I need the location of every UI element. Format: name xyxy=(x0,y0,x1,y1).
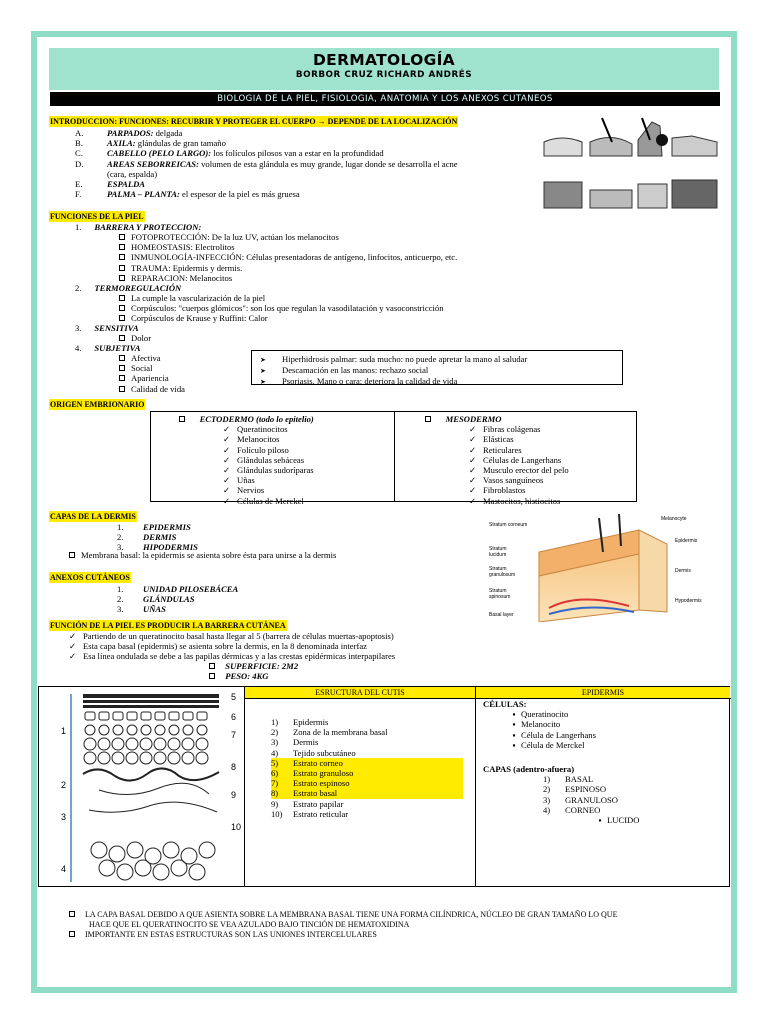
barrera-item xyxy=(119,273,457,283)
cutis-num-right-8: 8 xyxy=(231,762,237,772)
square-bullet-icon: ▪ xyxy=(512,729,516,740)
intro-item-key: AXILA: xyxy=(107,138,136,149)
intro-item xyxy=(75,159,458,169)
anexo-item xyxy=(117,584,238,594)
check-icon: ✓ xyxy=(223,434,231,445)
termo-item-text: La cumple la vascularización de la piel xyxy=(131,293,266,303)
intro-item-letter: D. xyxy=(75,158,84,169)
subjetiva-item xyxy=(119,353,185,363)
celula-item-text: Célula de Langerhans xyxy=(521,729,596,740)
subjetiva-notes-box xyxy=(251,350,623,385)
capas-list xyxy=(117,522,198,553)
skin-layers-diagram xyxy=(489,512,721,622)
barrera-item-text: TRAUMA: Epidermis y dermis. xyxy=(131,262,243,273)
square-bullet-icon: ▪ xyxy=(512,709,516,720)
estructura-item xyxy=(271,737,463,747)
ectodermo-item xyxy=(223,434,314,444)
estructura-item-label: Estrato basal xyxy=(293,788,338,799)
anexo-item-number: 1. xyxy=(117,584,124,594)
origen-table xyxy=(150,411,637,506)
epidermis-cells: CÉLULAS: ▪ Queratinocito ▪ Melanocito ▪ Célula de Langerhans ▪ Célula de Merckel CAPAS (adentro-afuera) 1) BASAL 2) ESPINOSO 3) GRANULOSO 4) CORNEO ▪ LUCIDO xyxy=(483,699,640,826)
epidermis-title: EPIDERMIS xyxy=(476,687,730,698)
mesodermo-item xyxy=(469,475,569,485)
footer-notes xyxy=(69,910,617,941)
intro-item xyxy=(75,138,458,148)
funcion-2 xyxy=(75,283,181,293)
funcion-3 xyxy=(75,323,139,333)
label-hypodermis: Hypodermis xyxy=(675,598,702,604)
funcion-barrera-list xyxy=(69,631,395,662)
cutis-num-left-1: 1 xyxy=(61,726,67,736)
capas-adentro-label: CAPAS (adentro-afuera) xyxy=(483,764,575,775)
estructura-item-label: Zona de la membrana basal xyxy=(293,727,388,738)
superficie-value: SUPERFICIE: 2M2 xyxy=(225,661,299,671)
cutis-num-left-3: 3 xyxy=(61,812,67,822)
barrera-item xyxy=(119,232,457,242)
barrera-item-text: FOTOPROTECCIÓN: De la luz UV, actúan los melanocitos xyxy=(131,232,339,242)
cutis-num-right-7: 7 xyxy=(231,730,237,740)
mesodermo-item xyxy=(469,434,569,444)
epidermis-capa-number: 4) xyxy=(543,804,551,815)
label-stratum-corneum: Stratum corneum xyxy=(489,522,528,528)
estructura-item xyxy=(271,758,463,768)
subjetiva-note xyxy=(260,365,614,376)
mesodermo-item-text: Fibroblastos xyxy=(483,485,526,496)
ectodermo-item-text: Uñas xyxy=(237,475,255,486)
cutis-num-left-2: 2 xyxy=(61,780,67,790)
check-icon: ✓ xyxy=(223,454,231,465)
estructura-title: ESRUCTURA DEL CUTIS xyxy=(245,687,475,698)
mesodermo-item xyxy=(469,445,569,455)
check-icon: ✓ xyxy=(223,475,231,486)
capa-item-number: 2. xyxy=(117,532,124,543)
ectodermo-item xyxy=(223,485,314,495)
subjetiva-note xyxy=(260,354,614,365)
subjetiva-note-text: Hiperhidrosis palmar: suda mucho: no puede apretar la mano al saludar xyxy=(282,354,528,364)
mesodermo-item-text: Mastocitos, histiocitos xyxy=(483,495,561,506)
epidermis-capa-item xyxy=(543,774,639,784)
intro-item-value: los folículos pilosos van a estar en la profundidad xyxy=(211,148,384,159)
subjetiva-item-text: Social xyxy=(131,363,153,374)
superficie-peso xyxy=(209,661,298,681)
anexo-item-label: UNIDAD PILOSEBÁCEA xyxy=(143,584,239,594)
check-icon: ✓ xyxy=(69,651,77,662)
estructura-item-label: Estrato corneo xyxy=(293,757,343,768)
estructura-item-label: Dermis xyxy=(293,737,319,748)
mesodermo-item xyxy=(469,485,569,495)
barrera-item xyxy=(119,252,457,262)
ectodermo-item-text: Glándulas sebáceas xyxy=(237,454,305,465)
epidermis-capa-number: 2) xyxy=(543,784,551,795)
estructura-item-number: 7) xyxy=(271,778,279,789)
footer-note-2: IMPORTANTE EN ESTAS ESTRUCTURAS SON LAS UNIONES INTERCELULARES xyxy=(85,930,377,940)
termo-item xyxy=(119,313,444,323)
label-stratum-spinosum: Stratum spinosum xyxy=(489,588,511,600)
mesodermo-item-text: Vasos sanguíneos xyxy=(483,475,544,486)
capa-item-label: DERMIS xyxy=(143,532,177,543)
check-icon: ✓ xyxy=(469,475,477,486)
epidermis-capa-label: CORNEO xyxy=(565,804,601,815)
estructura-item xyxy=(271,788,463,798)
funcion-3-title: SENSITIVA xyxy=(94,323,139,333)
capa-item-number: 3. xyxy=(117,542,124,553)
estructura-item-number: 8) xyxy=(271,788,279,799)
anexo-item-label: GLÁNDULAS xyxy=(143,594,195,605)
estructura-item-number: 1) xyxy=(271,717,279,727)
capa-item-label: HIPODERMIS xyxy=(143,542,198,553)
check-icon: ✓ xyxy=(223,465,231,476)
subjetiva-item-text: Afectiva xyxy=(131,353,161,363)
funcion-barrera-item-text: Esa línea ondulada se debe a las papilas dérmicas y a las crestas epidérmicas interpapilares xyxy=(83,651,396,662)
estructura-item xyxy=(271,727,463,737)
arrow-bullet-icon: ➤ xyxy=(260,356,266,364)
capas-heading: CAPAS DE LA DERMIS xyxy=(50,512,136,521)
cutis-num-right-5: 5 xyxy=(231,692,237,702)
label-dermis: Dermis xyxy=(675,568,691,574)
ectodermo-col xyxy=(179,414,314,506)
page-frame xyxy=(31,31,737,993)
estructura-item xyxy=(271,717,463,727)
check-icon: ✓ xyxy=(223,495,231,506)
intro-item xyxy=(75,169,458,179)
label-melanocyte: Melanocyte xyxy=(661,516,687,522)
estructura-item xyxy=(271,748,463,758)
epidermis-capa-label: GRANULOSO xyxy=(565,794,618,805)
funcion-barrera-item xyxy=(69,641,395,651)
capa-item xyxy=(117,532,198,542)
hair-removal-illustration xyxy=(542,112,722,232)
funcion-3-list xyxy=(119,333,151,343)
funcion-1 xyxy=(75,222,201,232)
barrera-item xyxy=(119,263,457,273)
cutis-table xyxy=(38,686,730,887)
check-icon: ✓ xyxy=(469,444,477,455)
mesodermo-item-text: Musculo erector del pelo xyxy=(483,465,569,476)
subjetiva-item-text: Calidad de vida xyxy=(131,383,185,394)
cutis-num-left-4: 4 xyxy=(61,864,67,874)
arrow-bullet-icon: ➤ xyxy=(260,367,266,376)
cutis-num-right-9: 9 xyxy=(231,790,237,800)
subjetiva-note-text: Descamación en las manos: rechazo social xyxy=(282,365,429,376)
mesodermo-item-text: Fibras colágenas xyxy=(483,424,541,435)
funcion-2-number: 2. xyxy=(75,283,82,293)
subjetiva-item xyxy=(119,363,185,373)
funcion-barrera-item-text: Partiendo de un queratinocito basal hasta llegar al 5 (barrera de células muertas-apoptosis) xyxy=(83,631,394,641)
mesodermo-col xyxy=(425,414,569,506)
estructura-item-number: 2) xyxy=(271,727,279,738)
funcion-barrera-heading: FUNCIÓN DE LA PIEL ES PRODUCIR LA BARRERA CUTÁNEA xyxy=(50,621,286,630)
intro-item-value: (cara, espalda) xyxy=(107,168,158,179)
lucido-item: LUCIDO xyxy=(607,815,640,826)
intro-item-letter: A. xyxy=(75,128,84,138)
estructura-item-number: 9) xyxy=(271,798,279,809)
square-bullet-icon: ▪ xyxy=(512,719,516,730)
check-icon: ✓ xyxy=(469,485,477,496)
estructura-item xyxy=(271,778,463,788)
anexo-item xyxy=(117,594,238,604)
intro-list xyxy=(75,128,458,199)
intro-heading: INTRODUCCION: FUNCIONES: RECUBRIR Y PROTEGER EL CUERPO → DEPENDE DE LA LOCALIZACIÓN xyxy=(50,117,458,126)
estructura-item-label: Estrato granuloso xyxy=(293,768,354,779)
ectodermo-item-text: Folículo piloso xyxy=(237,444,289,455)
estructura-item-number: 3) xyxy=(271,737,279,748)
intro-item-key: AREAS SEBORREICAS: xyxy=(107,158,199,169)
check-icon: ✓ xyxy=(223,424,231,435)
intro-item-key: ESPALDA xyxy=(107,179,146,190)
ectodermo-title: ECTODERMO (todo lo epitelio) xyxy=(199,414,314,424)
intro-item xyxy=(75,189,458,199)
intro-item xyxy=(75,148,458,158)
page-title: DERMATOLOGÍA xyxy=(313,51,455,69)
celula-item xyxy=(507,719,639,729)
estructura-item-label: Epidermis xyxy=(293,717,329,727)
termo-item-text: Corpúsculos: "cuerpos glómicos": son los que regulan la vasodilatación y vasoconstricción xyxy=(131,303,444,314)
intro-item-key: PARPADOS: xyxy=(107,128,154,138)
funcion-4-number: 4. xyxy=(75,343,82,353)
funcion-2-list xyxy=(119,293,444,324)
estructura-item-number: 10) xyxy=(271,808,283,819)
ectodermo-item xyxy=(223,496,314,506)
epidermis-capa-label: ESPINOSO xyxy=(565,784,607,795)
check-icon: ✓ xyxy=(469,454,477,465)
label-epidermis: Epidermis xyxy=(675,538,698,544)
peso-value: PESO: 4KG xyxy=(225,671,269,682)
celulas-label: CÉLULAS: xyxy=(483,699,527,709)
estructura-item xyxy=(271,809,463,819)
ectodermo-item xyxy=(223,445,314,455)
intro-item xyxy=(75,179,458,189)
check-icon: ✓ xyxy=(469,424,477,435)
capa-item xyxy=(117,522,198,532)
epidermis-capa-label: BASAL xyxy=(565,774,594,785)
check-icon: ✓ xyxy=(69,631,77,641)
celula-item xyxy=(507,740,639,750)
barrera-item-text: REPARACION: Melanocitos xyxy=(131,272,233,283)
label-stratum-granulosum: Stratum granulosum xyxy=(489,566,516,578)
ectodermo-item-text: Queratinocitos xyxy=(237,424,288,435)
subjetiva-item xyxy=(119,373,185,383)
intro-item-value: delgada xyxy=(153,128,183,138)
label-basal-layer: Basal layer xyxy=(489,612,514,618)
subjetiva-note-text: Psoriasis. Mano o cara: deteriora la calidad de vida xyxy=(282,376,458,387)
subjetiva-item xyxy=(119,384,185,394)
footer-note-1a: LA CAPA BASAL DEBIDO A QUE ASIENTA SOBRE LA MEMBRANA BASAL TIENE UNA FORMA CILÍNDRICA, NÚCLEO DE GRAN TAMAÑO LO QUE xyxy=(85,910,618,919)
check-icon: ✓ xyxy=(223,444,231,455)
funcion-barrera-item xyxy=(69,631,395,641)
mesodermo-item-text: Elásticas xyxy=(483,434,514,445)
intro-item-value: glándulas de gran tamaño xyxy=(135,138,226,149)
estructura-item xyxy=(271,768,463,778)
ectodermo-item xyxy=(223,465,314,475)
intro-item-letter: B. xyxy=(75,138,83,149)
epidermis-capa-number: 3) xyxy=(543,794,551,805)
anexo-item-number: 2. xyxy=(117,594,124,605)
mesodermo-item-text: Reticulares xyxy=(483,444,522,455)
ectodermo-item xyxy=(223,475,314,485)
epidermis-capa-item xyxy=(543,784,639,794)
funcion-1-number: 1. xyxy=(75,222,82,232)
mesodermo-item-text: Células de Langerhans xyxy=(483,454,562,465)
funciones-heading: FUNCIONES DE LA PIEL xyxy=(50,212,144,221)
anexo-item-label: UÑAS xyxy=(143,604,166,615)
estructura-list xyxy=(271,717,463,819)
footer-note-1b: HACE QUE EL QUERATINOCITO SE VEA AZULADO BAJO TINCIÓN DE HEMATOXIDINA xyxy=(89,920,410,930)
anexo-item-number: 3. xyxy=(117,604,124,615)
arrow-bullet-icon: ➤ xyxy=(260,378,266,387)
termo-item xyxy=(119,303,444,313)
celula-item-text: Célula de Merckel xyxy=(521,739,585,750)
ectodermo-item xyxy=(223,424,314,434)
check-icon: ✓ xyxy=(469,495,477,506)
square-bullet-icon: ▪ xyxy=(512,739,516,750)
barrera-item-text: HOMEOSTASIS: Electrolitos xyxy=(131,242,235,253)
funcion-4-title: SUBJETIVA xyxy=(94,343,141,353)
intro-item xyxy=(75,128,458,138)
intro-item-value: el espesor de la piel es más gruesa xyxy=(179,189,300,200)
ectodermo-item-text: Glándulas sudoríparas xyxy=(237,465,314,476)
epidermis-capa-item xyxy=(543,795,639,805)
membrana-note xyxy=(69,550,336,560)
sensitiva-item xyxy=(119,333,151,343)
funcion-3-number: 3. xyxy=(75,323,82,333)
estructura-item-label: Estrato espinoso xyxy=(293,778,350,789)
check-icon: ✓ xyxy=(469,434,477,445)
ectodermo-item-text: Células de Merckel xyxy=(237,495,304,506)
celula-item xyxy=(507,730,639,740)
membrana-note-text: Membrana basal: la epidermis se asienta sobre ésta para unirse a la dermis xyxy=(81,550,337,560)
funcion-4-list xyxy=(119,353,185,394)
intro-item-letter: C. xyxy=(75,148,83,159)
anexo-item xyxy=(117,604,238,614)
mesodermo-item xyxy=(469,455,569,465)
estructura-item xyxy=(271,799,463,809)
cutis-histology-illustration xyxy=(59,690,245,885)
cutis-num-right-10: 10 xyxy=(231,822,242,832)
cutis-num-right-6: 6 xyxy=(231,712,237,722)
intro-item-key: PALMA – PLANTA: xyxy=(107,189,180,200)
estructura-item-number: 4) xyxy=(271,747,279,758)
estructura-item-label: Tejido subcutáneo xyxy=(293,747,356,758)
mesodermo-item xyxy=(469,424,569,434)
termo-item-text: Corpúsculos de Krause y Ruffini: Calor xyxy=(131,313,268,324)
barrera-item-text: INMUNOLOGÍA-INFECCIÓN: Células presentadoras de antígeno, linfocitos, anticuerpo, etc. xyxy=(131,252,458,263)
estructura-item-number: 6) xyxy=(271,768,279,779)
check-icon: ✓ xyxy=(69,641,77,652)
celula-item-text: Melanocito xyxy=(521,719,561,730)
intro-item-letter: E. xyxy=(75,179,83,190)
origen-heading: ORIGEN EMBRIONARIO xyxy=(50,400,145,409)
subjetiva-note xyxy=(260,376,614,387)
title-header xyxy=(49,48,719,90)
celula-item xyxy=(507,709,639,719)
funcion-4 xyxy=(75,343,141,353)
funcion-1-list xyxy=(119,232,457,283)
epidermis-capa-number: 1) xyxy=(543,774,551,785)
sensitiva-item-text: Dolor xyxy=(131,333,152,343)
intro-item-letter: F. xyxy=(75,189,82,200)
mesodermo-title: MESODERMO xyxy=(445,414,502,424)
mesodermo-item xyxy=(469,465,569,475)
barrera-item xyxy=(119,242,457,252)
subjetiva-item-text: Apariencia xyxy=(131,373,169,384)
epidermis-capa-item xyxy=(543,805,639,815)
ectodermo-item-text: Nervios xyxy=(237,485,265,496)
author-name: BORBOR CRUZ RICHARD ANDRÉS xyxy=(295,70,473,81)
funcion-2-title: TERMOREGULACIÓN xyxy=(94,283,182,293)
estructura-item-number: 5) xyxy=(271,757,279,768)
funcion-1-title: BARRERA Y PROTECCION: xyxy=(94,222,202,232)
intro-item-value: volumen de esta glándula es muy grande, lugar donde se desarrolla el acne xyxy=(198,158,458,169)
estructura-item-label: Estrato papilar xyxy=(293,798,344,809)
termo-item xyxy=(119,293,444,303)
celula-item-text: Queratinocito xyxy=(521,709,569,720)
funcion-barrera-item-text: Esta capa basal (epidermis) se asienta sobre la dermis, en la 8 denominada interfaz xyxy=(83,641,367,652)
ectodermo-item-text: Melanocitos xyxy=(237,434,280,445)
ectodermo-item xyxy=(223,455,314,465)
mesodermo-item xyxy=(469,496,569,506)
estructura-item-label: Estrato reticular xyxy=(293,808,349,819)
label-stratum-lucidum: Stratum lucidum xyxy=(489,546,507,558)
capa-item-label: EPIDERMIS xyxy=(143,522,191,532)
anexos-heading: ANEXOS CUTÁNEOS xyxy=(50,573,130,582)
check-icon: ✓ xyxy=(469,465,477,476)
capa-item-number: 1. xyxy=(117,522,124,532)
check-icon: ✓ xyxy=(223,485,231,496)
topic-banner: BIOLOGIA DE LA PIEL, FISIOLOGIA, ANATOMIA Y LOS ANEXOS CUTANEOS xyxy=(50,92,720,106)
intro-item-key: CABELLO (PELO LARGO): xyxy=(107,148,212,159)
anexos-list xyxy=(117,584,238,615)
